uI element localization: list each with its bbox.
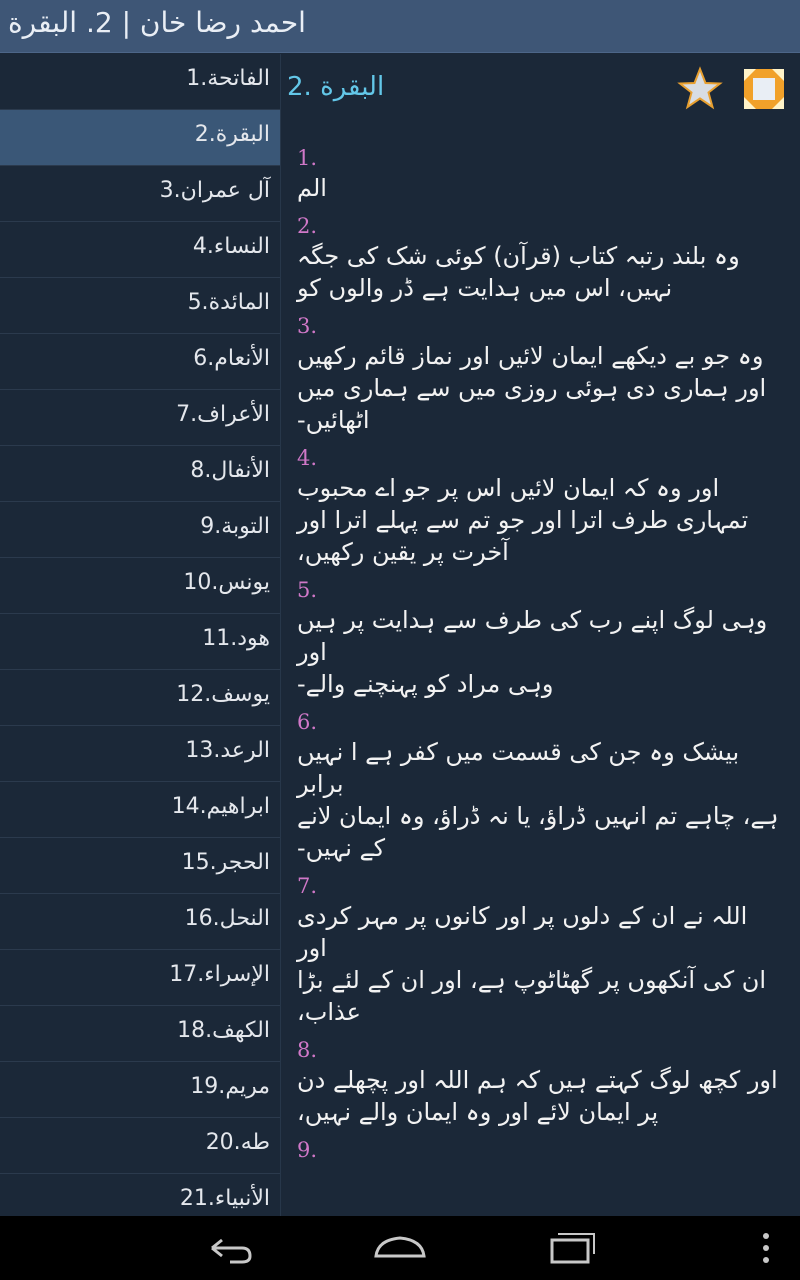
surah-item-label — [177, 738, 270, 763]
surah-name: المائدة — [208, 290, 270, 315]
surah-item-label — [164, 794, 270, 819]
surah-item-label — [198, 1130, 270, 1155]
surah-name: هود — [237, 626, 270, 651]
verse-number: 2. — [297, 214, 318, 238]
surah-number: 21. — [179, 1186, 215, 1211]
system-nav-bar — [0, 1216, 800, 1280]
surah-name: الأعراف — [197, 402, 270, 427]
surah-item[interactable] — [0, 334, 280, 390]
surah-item-label — [185, 234, 270, 259]
surah-item[interactable] — [0, 558, 280, 614]
surah-item[interactable] — [0, 278, 280, 334]
surah-number: 12. — [176, 682, 212, 707]
star-icon[interactable] — [677, 66, 723, 112]
surah-name: البقرة — [215, 122, 270, 147]
surah-item[interactable] — [0, 1118, 280, 1174]
surah-item-label — [182, 458, 270, 483]
surah-number: 19. — [190, 1074, 226, 1099]
verse — [281, 872, 800, 1028]
surah-number: 6. — [193, 346, 215, 371]
verse — [281, 444, 800, 568]
surah-number: 5. — [187, 290, 209, 315]
surah-item-label — [168, 402, 270, 427]
surah-item-label — [168, 682, 270, 707]
surah-number: 7. — [176, 402, 198, 427]
surah-number: 9. — [200, 514, 222, 539]
verse-text: اور وہ کہ ایمان لائیں اس پر جو اے محبوب تمہاری طرف اترا اور جو تم سے پہلے اترا اور آخرت پر یقین رکھیں، — [297, 474, 749, 566]
surah-item[interactable] — [0, 726, 280, 782]
surah-item[interactable] — [0, 54, 280, 110]
surah-name: يوسف — [211, 682, 270, 707]
verse-number: 3. — [297, 314, 318, 338]
surah-item-label — [172, 1186, 270, 1211]
surah-item-label — [180, 290, 270, 315]
surah-number: 8. — [190, 458, 212, 483]
surah-number: 10. — [183, 570, 219, 595]
verse-text: وہ بلند رتبہ کتاب (قرآن) کوئی شک کی جگہ نہیں، اس میں ہدایت ہے ڈر والوں کو — [297, 242, 740, 302]
verse-panel[interactable] — [281, 54, 800, 1216]
menu-icon[interactable] — [736, 1226, 796, 1270]
verse-text: الم — [297, 174, 327, 202]
surah-item-label — [169, 1018, 270, 1043]
surah-number: 13. — [185, 738, 221, 763]
surah-item-label — [182, 1074, 270, 1099]
surah-item-label — [187, 122, 270, 147]
surah-item-label — [192, 514, 270, 539]
verse — [281, 144, 800, 204]
surah-name: الإسراء — [204, 962, 270, 987]
surah-item[interactable] — [0, 1062, 280, 1118]
surah-item-label — [177, 906, 270, 931]
verse — [281, 1036, 800, 1128]
surah-item[interactable] — [0, 110, 280, 166]
back-icon[interactable] — [200, 1226, 260, 1270]
surah-item[interactable] — [0, 222, 280, 278]
surah-name: الأنعام — [214, 346, 270, 371]
surah-item-label — [194, 626, 270, 651]
verse — [281, 1136, 800, 1164]
surah-number: 16. — [184, 906, 220, 931]
home-icon[interactable] — [370, 1226, 430, 1270]
surah-item[interactable] — [0, 1006, 280, 1062]
surah-item[interactable] — [0, 390, 280, 446]
verse — [281, 212, 800, 304]
surah-item[interactable] — [0, 894, 280, 950]
app-title: احمد رضا خان | 2. البقرة — [8, 6, 306, 39]
surah-number: 4. — [192, 234, 214, 259]
surah-number: 2. — [194, 122, 216, 147]
surah-number: 20. — [205, 1130, 241, 1155]
verse — [281, 576, 800, 700]
surah-name: الحجر — [216, 850, 270, 875]
surah-title: 2. البقرة — [287, 72, 385, 102]
surah-number: 3. — [159, 178, 181, 203]
surah-item[interactable] — [0, 950, 280, 1006]
surah-item-label — [175, 570, 270, 595]
surah-number: 17. — [169, 962, 205, 987]
verse-number: 7. — [297, 874, 318, 898]
recent-apps-icon[interactable] — [542, 1226, 602, 1270]
verse — [281, 312, 800, 436]
surah-item-label — [178, 66, 270, 91]
surah-name: النساء — [213, 234, 270, 259]
title-bar — [0, 0, 800, 53]
surah-name: الفاتحة — [207, 66, 270, 91]
surah-item-label — [185, 346, 270, 371]
surah-number: 1. — [186, 66, 208, 91]
surah-number: 15. — [181, 850, 217, 875]
verse-text: وہ جو بے دیکھے ایمان لائیں اور نماز قائم رکھیں اور ہماری دی ہوئی روزی میں سے ہماری میں اٹھائیں- — [297, 342, 767, 434]
surah-name: الرعد — [220, 738, 270, 763]
surah-name: طه — [240, 1130, 270, 1155]
surah-item-label — [152, 178, 270, 203]
surah-item[interactable] — [0, 838, 280, 894]
surah-name: يونس — [218, 570, 270, 595]
verse — [281, 708, 800, 864]
surah-name: الكهف — [212, 1018, 270, 1043]
surah-item-label — [174, 850, 270, 875]
surah-item[interactable] — [0, 614, 280, 670]
verse-number: 8. — [297, 1038, 318, 1062]
fullscreen-icon[interactable] — [741, 66, 787, 112]
verse-number: 9. — [297, 1138, 318, 1162]
verse-number: 6. — [297, 710, 318, 734]
surah-name: النحل — [219, 906, 270, 931]
surah-item[interactable] — [0, 446, 280, 502]
surah-name: الأنبياء — [214, 1186, 270, 1211]
surah-item[interactable] — [0, 1174, 280, 1216]
surah-name: مريم — [225, 1074, 270, 1099]
surah-list[interactable] — [0, 54, 280, 1216]
surah-item[interactable] — [0, 782, 280, 838]
verse-text: وہی لوگ اپنے رب کی طرف سے ہدایت پر ہیں اور وہی مراد کو پہنچنے والے- — [297, 606, 768, 698]
verse-text: بیشک وہ جن کی قسمت میں کفر ہے ا نہیں برابر ہے، چاہے تم انہیں ڈراؤ، یا نہ ڈراؤ، وہ ایمان لانے کے نہیں- — [297, 738, 779, 862]
surah-number: 18. — [177, 1018, 213, 1043]
surah-item[interactable] — [0, 166, 280, 222]
surah-name: الأنفال — [211, 458, 270, 483]
surah-name: التوبة — [221, 514, 270, 539]
surah-name: آل عمران — [180, 178, 270, 203]
surah-number: 11. — [202, 626, 238, 651]
verse-text: اللہ نے ان کے دلوں پر اور کانوں پر مہر کردی اور ان کی آنکھوں پر گھٹاٹوپ ہے، اور ان کے لئے بڑا عذاب، — [297, 902, 767, 1026]
surah-name: ابراهيم — [206, 794, 270, 819]
verse-number: 4. — [297, 446, 318, 470]
surah-item[interactable] — [0, 670, 280, 726]
surah-item-label — [161, 962, 270, 987]
verse-text: اور کچھ لوگ کہتے ہیں کہ ہم اللہ اور پچھلے دن پر ایمان لائے اور وہ ایمان والے نہیں، — [297, 1066, 778, 1126]
verse-list — [281, 144, 800, 1172]
surah-number: 14. — [171, 794, 207, 819]
surah-item[interactable] — [0, 502, 280, 558]
verse-number: 1. — [297, 146, 318, 170]
verse-number: 5. — [297, 578, 318, 602]
